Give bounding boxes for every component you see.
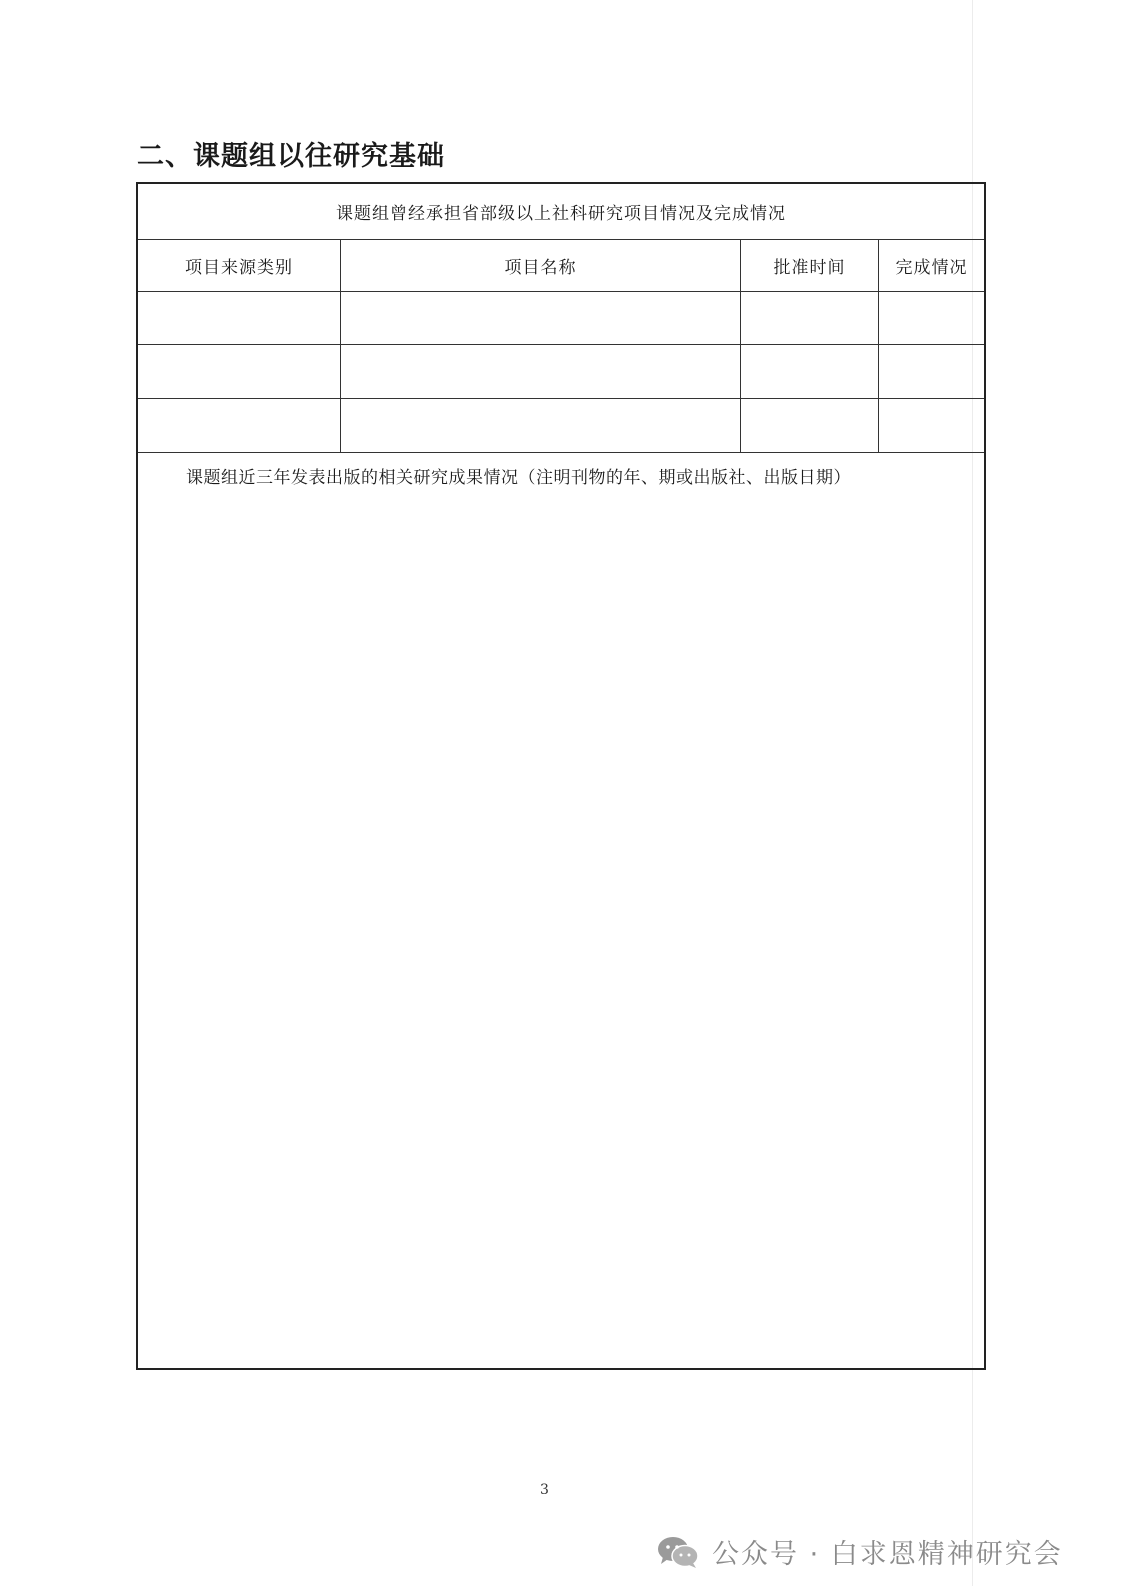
watermark-text: 公众号 · 白求恩精神研究会: [712, 1539, 1063, 1570]
table-row: [138, 292, 984, 345]
cell-approval-time[interactable]: [741, 345, 879, 398]
watermark: [656, 1532, 1063, 1571]
page-number: 3: [540, 1482, 549, 1498]
cell-approval-time[interactable]: [741, 292, 879, 344]
research-results-heading: 课题组近三年发表出版的相关研究成果情况（注明刊物的年、期或出版社、出版日期）: [186, 468, 851, 488]
header-source-category: 项目来源类别: [138, 240, 341, 291]
cell-completion-status[interactable]: [879, 292, 984, 344]
research-results-area[interactable]: [138, 453, 984, 1368]
section-title: 二、课题组以往研究基础: [137, 141, 445, 172]
header-completion-status: 完成情况: [895, 258, 968, 278]
cell-project-name[interactable]: [341, 399, 741, 452]
projects-table-header: [138, 240, 984, 292]
wechat-icon: [656, 1535, 700, 1569]
cell-project-name[interactable]: [341, 292, 741, 344]
cell-approval-time[interactable]: [741, 399, 879, 452]
cell-completion-status[interactable]: [879, 399, 984, 452]
table-row: [138, 399, 984, 453]
cell-source-category[interactable]: [138, 345, 341, 398]
cell-project-name[interactable]: [341, 345, 741, 398]
research-foundation-form: [136, 182, 986, 1370]
cell-completion-status[interactable]: [879, 345, 984, 398]
header-project-name: 项目名称: [341, 240, 741, 291]
cell-source-category[interactable]: [138, 399, 341, 452]
projects-table-title: 课题组曾经承担省部级以上社科研究项目情况及完成情况: [138, 184, 984, 240]
header-approval-time: 批准时间: [741, 240, 879, 291]
cell-source-category[interactable]: [138, 292, 341, 344]
table-row: [138, 345, 984, 399]
